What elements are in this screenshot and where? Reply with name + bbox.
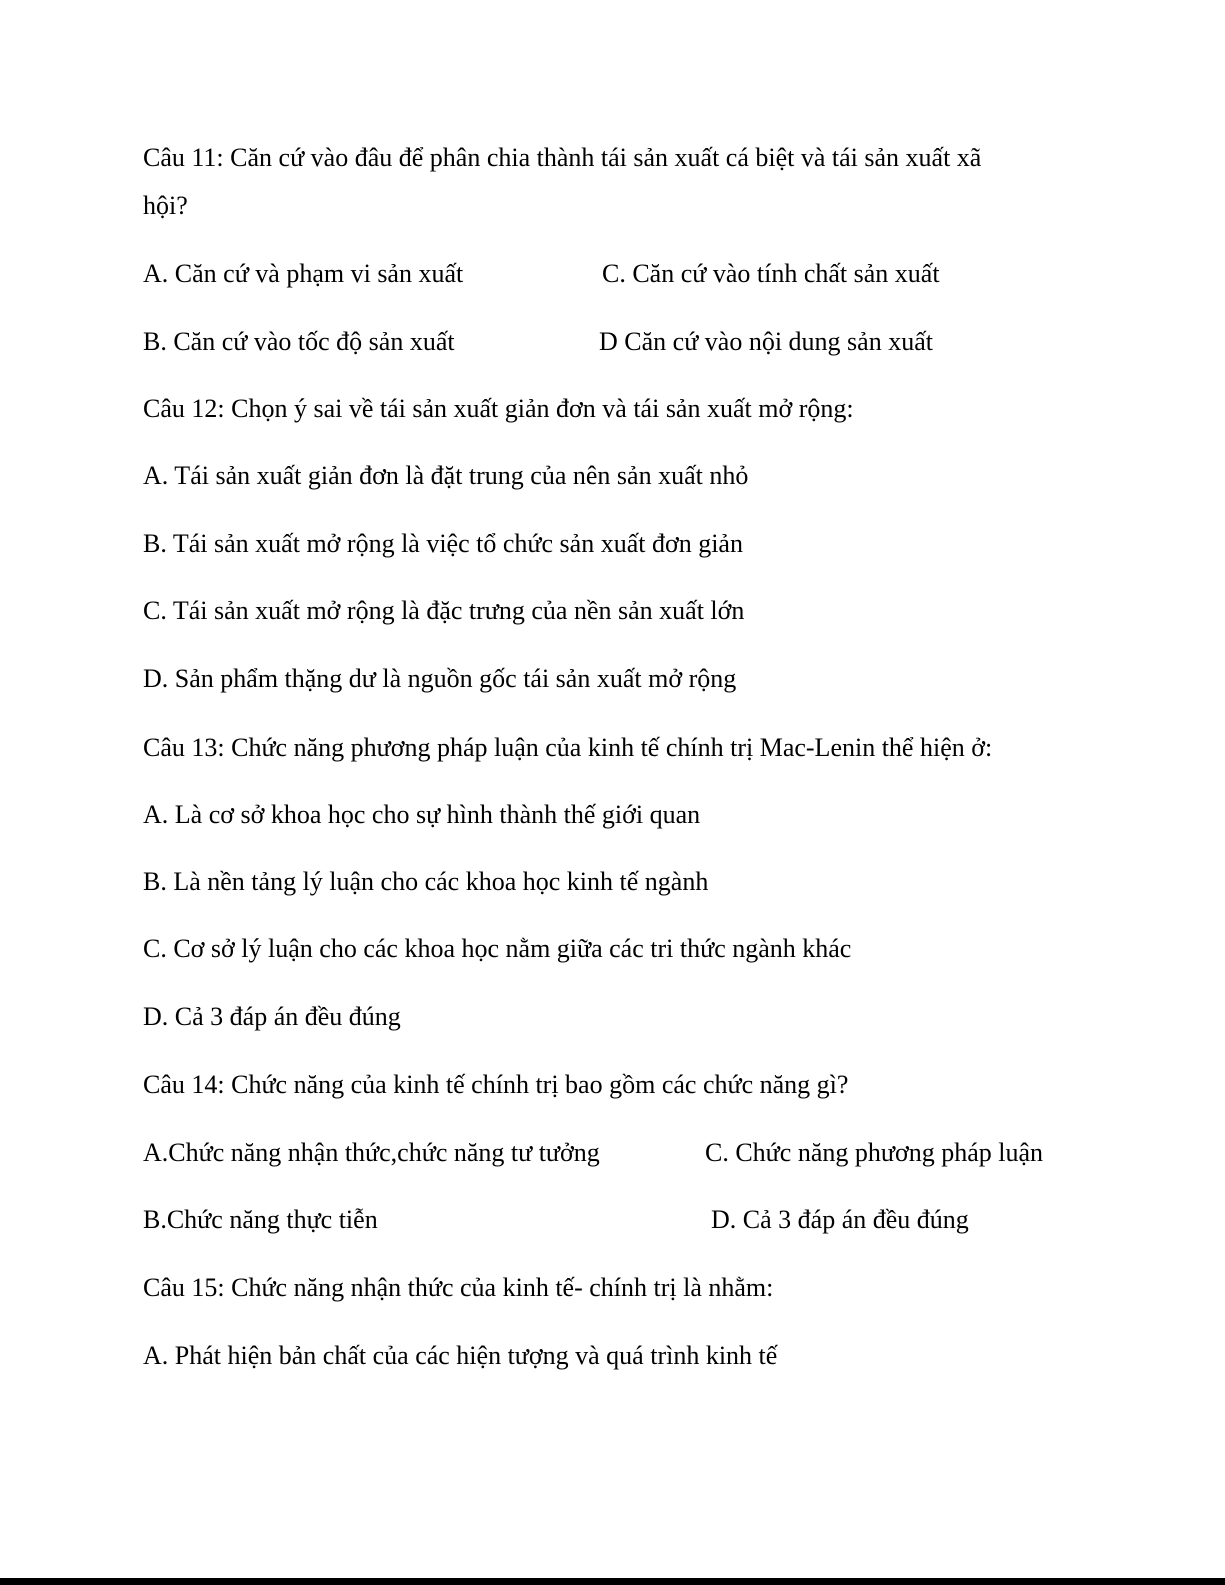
question-12-option-d: D. Sản phẩm thặng dư là nguồn gốc tái sản xuất mở rộng	[143, 664, 737, 693]
page-bottom-border	[0, 1578, 1225, 1585]
question-15-stem: Câu 15: Chức năng nhận thức của kinh tế- chính trị là nhằm:	[143, 1273, 774, 1302]
question-11-stem-continued: hội?	[143, 191, 188, 220]
question-15-option-a: A. Phát hiện bản chất của các hiện tượng và quá trình kinh tế	[143, 1341, 778, 1370]
question-14-option-b: B.Chức năng thực tiễn	[143, 1205, 378, 1234]
question-13-stem: Câu 13: Chức năng phương pháp luận của kinh tế chính trị Mac-Lenin thể hiện ở:	[143, 733, 993, 762]
question-11-stem: Câu 11: Căn cứ vào đâu để phân chia thành tái sản xuất cá biệt và tái sản xuất xã	[143, 143, 982, 172]
question-12-option-c: C. Tái sản xuất mở rộng là đặc trưng của nền sản xuất lớn	[143, 596, 745, 625]
question-12-stem: Câu 12: Chọn ý sai về tái sản xuất giản đơn và tái sản xuất mở rộng:	[143, 394, 854, 423]
question-12-option-b: B. Tái sản xuất mở rộng là việc tổ chức sản xuất đơn giản	[143, 529, 743, 558]
question-11-option-b: B. Căn cứ vào tốc độ sản xuất	[143, 327, 455, 356]
question-12-option-a: A. Tái sản xuất giản đơn là đặt trung của nên sản xuất nhỏ	[143, 461, 749, 490]
question-11-option-c: C. Căn cứ vào tính chất sản xuất	[602, 259, 940, 288]
question-14-option-c: C. Chức năng phương pháp luận	[705, 1138, 1043, 1167]
question-14-option-d: D. Cả 3 đáp án đều đúng	[711, 1205, 969, 1234]
question-13-option-b: B. Là nền tảng lý luận cho các khoa học kinh tế ngành	[143, 867, 709, 896]
question-11-option-d: D Căn cứ vào nội dung sản xuất	[599, 327, 933, 356]
question-13-option-d: D. Cả 3 đáp án đều đúng	[143, 1002, 401, 1031]
question-14-stem: Câu 14: Chức năng của kinh tế chính trị bao gồm các chức năng gì?	[143, 1070, 849, 1099]
question-13-option-a: A. Là cơ sở khoa học cho sự hình thành thế giới quan	[143, 800, 701, 829]
question-14-option-a: A.Chức năng nhận thức,chức năng tư tưởng	[143, 1138, 600, 1167]
question-13-option-c: C. Cơ sở lý luận cho các khoa học nằm giữa các tri thức ngành khác	[143, 934, 852, 963]
question-11-option-a: A. Căn cứ và phạm vi sản xuất	[143, 259, 464, 288]
